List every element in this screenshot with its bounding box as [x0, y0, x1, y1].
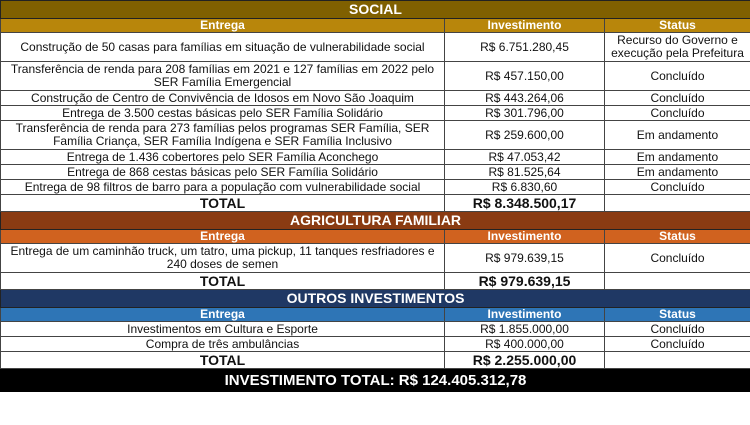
- investimento-cell: R$ 1.855.000,00: [445, 322, 605, 337]
- investimento-cell: R$ 301.796,00: [445, 106, 605, 121]
- investimento-cell: R$ 6.751.280,45: [445, 33, 605, 62]
- column-header-entrega: Entrega: [1, 308, 445, 322]
- investimento-cell: R$ 400.000,00: [445, 337, 605, 352]
- table-row: [1, 322, 750, 337]
- table-row: [1, 150, 750, 165]
- status-cell: Concluído: [605, 244, 750, 273]
- column-header-status: Status: [605, 230, 750, 244]
- investimento-cell: R$ 81.525,64: [445, 165, 605, 180]
- column-header-entrega: Entrega: [1, 230, 445, 244]
- column-header-investimento: Investimento: [445, 19, 605, 33]
- status-cell: Concluído: [605, 106, 750, 121]
- status-cell: Em andamento: [605, 121, 750, 150]
- outros-title: OUTROS INVESTIMENTOS: [1, 290, 750, 308]
- table-row: [1, 33, 750, 62]
- grand-total-row: [1, 369, 750, 392]
- total-value: R$ 2.255.000,00: [445, 352, 605, 369]
- entrega-cell: Transferência de renda para 273 famílias pelos programas SER Família, SER Família Criança, SER Família Indígena e SER Família Inclusivo: [1, 121, 445, 150]
- table-row: [1, 91, 750, 106]
- entrega-cell: Entrega de 1.436 cobertores pelo SER Família Aconchego: [1, 150, 445, 165]
- table-row: [1, 62, 750, 91]
- investimento-cell: R$ 443.264,06: [445, 91, 605, 106]
- total-value: R$ 979.639,15: [445, 273, 605, 290]
- entrega-cell: Entrega de 3.500 cestas básicas pelo SER Família Solidário: [1, 106, 445, 121]
- total-label: TOTAL: [1, 273, 445, 290]
- agricultura-section-header: [1, 212, 750, 230]
- entrega-cell: Entrega de 868 cestas básicas pelo SER Família Solidário: [1, 165, 445, 180]
- investimento-cell: R$ 47.053,42: [445, 150, 605, 165]
- status-cell: Recurso do Governo e execução pela Prefeitura: [605, 33, 750, 62]
- table-row: [1, 106, 750, 121]
- status-cell: Concluído: [605, 91, 750, 106]
- status-cell: Em andamento: [605, 165, 750, 180]
- outros-section-header: [1, 290, 750, 308]
- table-row: [1, 337, 750, 352]
- table-row: [1, 165, 750, 180]
- entrega-cell: Entrega de um caminhão truck, um tatro, uma pickup, 11 tanques resfriadores e 240 doses de semen: [1, 244, 445, 273]
- column-header-status: Status: [605, 19, 750, 33]
- agricultura-total-row: [1, 273, 750, 290]
- status-cell: Concluído: [605, 62, 750, 91]
- status-cell: Em andamento: [605, 150, 750, 165]
- investimento-cell: R$ 457.150,00: [445, 62, 605, 91]
- investimento-cell: R$ 6.830,60: [445, 180, 605, 195]
- entrega-cell: Transferência de renda para 208 famílias em 2021 e 127 famílias em 2022 pelo SER Família Emergencial: [1, 62, 445, 91]
- entrega-cell: Entrega de 98 filtros de barro para a população com vulnerabilidade social: [1, 180, 445, 195]
- entrega-cell: Compra de três ambulâncias: [1, 337, 445, 352]
- total-empty-cell: [605, 352, 750, 369]
- table-row: [1, 121, 750, 150]
- grand-total: INVESTIMENTO TOTAL: R$ 124.405.312,78: [1, 369, 750, 392]
- table-row: [1, 180, 750, 195]
- agricultura-column-headers: [1, 230, 750, 244]
- column-header-entrega: Entrega: [1, 19, 445, 33]
- agricultura-title: AGRICULTURA FAMILIAR: [1, 212, 750, 230]
- investimento-cell: R$ 979.639,15: [445, 244, 605, 273]
- status-cell: Concluído: [605, 322, 750, 337]
- status-cell: Concluído: [605, 180, 750, 195]
- total-empty-cell: [605, 273, 750, 290]
- outros-total-row: [1, 352, 750, 369]
- table-row: [1, 244, 750, 273]
- status-cell: Concluído: [605, 337, 750, 352]
- entrega-cell: Investimentos em Cultura e Esporte: [1, 322, 445, 337]
- social-section-header: [1, 1, 750, 19]
- total-empty-cell: [605, 195, 750, 212]
- entrega-cell: Construção de Centro de Convivência de Idosos em Novo São Joaquim: [1, 91, 445, 106]
- total-label: TOTAL: [1, 352, 445, 369]
- entrega-cell: Construção de 50 casas para famílias em situação de vulnerabilidade social: [1, 33, 445, 62]
- total-label: TOTAL: [1, 195, 445, 212]
- column-header-status: Status: [605, 308, 750, 322]
- column-header-investimento: Investimento: [445, 308, 605, 322]
- investimento-cell: R$ 259.600,00: [445, 121, 605, 150]
- social-column-headers: [1, 19, 750, 33]
- column-header-investimento: Investimento: [445, 230, 605, 244]
- outros-column-headers: [1, 308, 750, 322]
- total-value: R$ 8.348.500,17: [445, 195, 605, 212]
- social-title: SOCIAL: [1, 1, 750, 19]
- social-total-row: [1, 195, 750, 212]
